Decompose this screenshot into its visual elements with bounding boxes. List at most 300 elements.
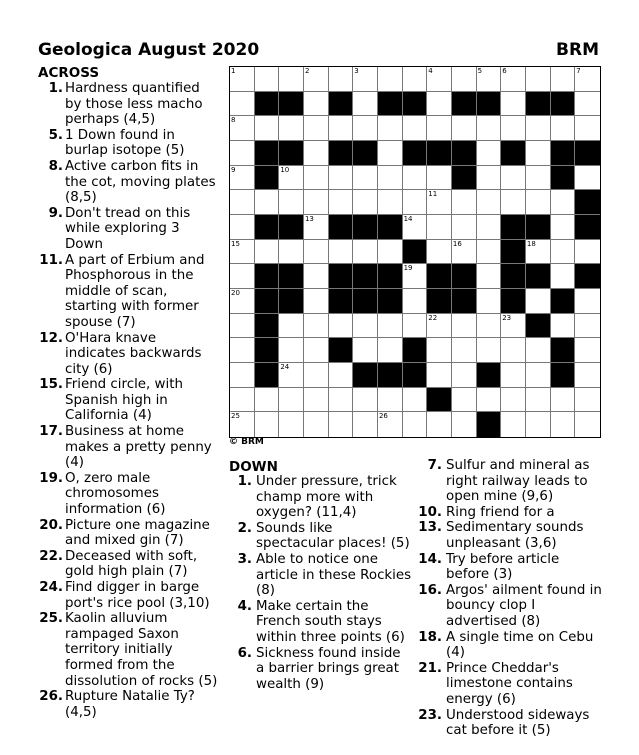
grid-block — [427, 289, 452, 314]
cell-number: 3 — [354, 67, 359, 75]
grid-cell[interactable] — [452, 215, 477, 240]
across-clue — [29, 424, 219, 471]
grid-cell[interactable] — [427, 412, 452, 437]
grid-cell[interactable] — [255, 116, 280, 141]
grid-cell[interactable] — [551, 215, 576, 240]
grid-block — [255, 92, 280, 117]
grid-cell[interactable] — [329, 388, 354, 413]
across-clue — [29, 331, 219, 378]
grid-cell[interactable] — [526, 388, 551, 413]
grid-cell[interactable] — [230, 314, 255, 339]
across-clue — [29, 128, 219, 159]
down-clue — [416, 661, 606, 708]
grid-cell[interactable] — [477, 289, 502, 314]
grid-cell[interactable] — [304, 116, 329, 141]
grid-cell[interactable] — [329, 67, 354, 92]
clue-text: Find digger in barge port's rice pool (3,10) — [65, 580, 210, 611]
grid-cell[interactable] — [304, 338, 329, 363]
grid-cell[interactable] — [477, 215, 502, 240]
grid-cell[interactable] — [329, 412, 354, 437]
grid-cell[interactable] — [477, 314, 502, 339]
grid-cell[interactable] — [403, 264, 428, 289]
clue-number: 1. — [237, 474, 252, 489]
grid-cell[interactable] — [477, 116, 502, 141]
clue-text: Ring friend for a — [446, 504, 555, 520]
grid-block — [575, 141, 600, 166]
clue-text: O, zero male chromosomes information (6) — [65, 470, 166, 518]
grid-cell[interactable] — [575, 116, 600, 141]
clue-text: Kaolin alluvium rampaged Saxon territory initially formed from the dissolution of rocks (5) — [65, 611, 218, 689]
clue-number: 17. — [39, 424, 63, 440]
down-clue — [222, 646, 412, 693]
clue-number: 23. — [418, 707, 442, 723]
grid-block — [526, 215, 551, 240]
clue-text: Try before article before (3) — [446, 551, 560, 583]
grid-cell[interactable] — [526, 166, 551, 191]
grid-block — [575, 190, 600, 215]
grid-block — [427, 388, 452, 413]
grid-cell[interactable] — [427, 240, 452, 265]
cell-number: 14 — [403, 214, 413, 223]
grid-block — [501, 289, 526, 314]
clue-number: 10. — [418, 504, 442, 520]
clue-text: Sulfur and mineral as right railway leads to open mine (9,6) — [446, 458, 590, 505]
grid-cell[interactable] — [575, 289, 600, 314]
grid-cell[interactable] — [551, 388, 576, 413]
grid-cell[interactable] — [427, 67, 452, 92]
grid-cell[interactable] — [526, 240, 551, 265]
grid-cell[interactable] — [575, 240, 600, 265]
grid-cell[interactable] — [551, 67, 576, 92]
grid-cell[interactable] — [427, 338, 452, 363]
grid-cell[interactable] — [551, 190, 576, 215]
grid-block — [279, 141, 304, 166]
grid-cell[interactable] — [304, 240, 329, 265]
grid-block — [575, 215, 600, 240]
down-clue-list-column-2 — [416, 458, 606, 739]
grid-cell[interactable] — [477, 141, 502, 166]
grid-cell[interactable] — [526, 412, 551, 437]
grid-cell[interactable] — [452, 116, 477, 141]
grid-cell[interactable] — [551, 412, 576, 437]
clue-number: 19. — [39, 470, 63, 486]
grid-cell[interactable] — [452, 67, 477, 92]
grid-cell[interactable] — [403, 67, 428, 92]
down-clue — [416, 520, 606, 551]
grid-cell[interactable] — [353, 388, 378, 413]
grid-block — [526, 314, 551, 339]
grid-block — [427, 141, 452, 166]
grid-cell[interactable] — [329, 190, 354, 215]
clue-text: Able to notice one article in these Rockies (8) — [256, 551, 412, 599]
grid-cell[interactable] — [526, 190, 551, 215]
grid-cell[interactable] — [452, 240, 477, 265]
cell-number: 6 — [502, 67, 507, 75]
grid-cell[interactable] — [230, 116, 255, 141]
cell-number: 9 — [231, 165, 236, 174]
clue-number: 14. — [418, 551, 442, 567]
grid-cell[interactable] — [403, 215, 428, 240]
grid-cell[interactable] — [452, 412, 477, 437]
clue-number: 4. — [237, 598, 252, 614]
clue-text: Friend circle, with Spanish high in California (4) — [65, 377, 183, 424]
clue-number: 20. — [39, 517, 63, 533]
grid-cell[interactable] — [353, 92, 378, 117]
across-clue — [29, 377, 219, 424]
grid-cell[interactable] — [427, 92, 452, 117]
clue-text: Make certain the French south stays within three points (6) — [256, 598, 405, 645]
clue-text: A part of Erbium and Phosphorous in the middle of scan, starting with former spouse (7) — [65, 252, 205, 330]
cell-number: 5 — [477, 67, 483, 75]
grid-block — [403, 92, 428, 117]
grid-cell[interactable] — [353, 67, 378, 92]
grid-cell[interactable] — [255, 190, 280, 215]
grid-block — [403, 338, 428, 363]
cell-number: 7 — [576, 67, 581, 75]
grid-cell[interactable] — [304, 215, 329, 240]
grid-cell[interactable] — [230, 264, 255, 289]
grid-cell[interactable] — [501, 412, 526, 437]
grid-cell[interactable] — [279, 240, 304, 265]
grid-block — [378, 363, 403, 388]
grid-cell[interactable] — [477, 166, 502, 191]
grid-cell[interactable] — [279, 67, 304, 92]
grid-cell[interactable] — [501, 166, 526, 191]
grid-block — [255, 141, 280, 166]
grid-cell[interactable] — [329, 240, 354, 265]
grid-block — [501, 264, 526, 289]
grid-block — [353, 289, 378, 314]
across-clue — [29, 81, 219, 128]
grid-cell[interactable] — [452, 190, 477, 215]
grid-cell[interactable] — [452, 363, 477, 388]
grid-cell[interactable] — [501, 338, 526, 363]
grid-cell[interactable] — [575, 412, 600, 437]
clue-text: Hardness quantified by those less macho perhaps (4,5) — [65, 81, 203, 128]
grid-block — [255, 215, 280, 240]
clue-number: 13. — [418, 520, 442, 536]
cell-number: 20 — [231, 288, 240, 297]
grid-cell[interactable] — [279, 116, 304, 141]
grid-cell[interactable] — [329, 363, 354, 388]
grid-cell[interactable] — [230, 67, 255, 92]
grid-block — [551, 289, 576, 314]
grid-cell[interactable] — [427, 166, 452, 191]
grid-block — [353, 264, 378, 289]
cell-number: 10 — [280, 165, 290, 174]
grid-cell[interactable] — [230, 289, 255, 314]
clue-text: Sedimentary sounds unpleasant (3,6) — [446, 520, 584, 551]
grid-cell[interactable] — [378, 190, 403, 215]
grid-block — [403, 363, 428, 388]
grid-cell[interactable] — [526, 289, 551, 314]
clue-text: Under pressure, trick champ more with oxygen? (11,4) — [256, 474, 397, 521]
cell-number: 22 — [428, 313, 438, 322]
grid-cell[interactable] — [427, 116, 452, 141]
grid-cell[interactable] — [501, 314, 526, 339]
grid-block — [353, 141, 378, 166]
grid-cell[interactable] — [304, 388, 329, 413]
grid-cell[interactable] — [279, 388, 304, 413]
grid-block — [477, 412, 502, 437]
clue-text: Rupture Natalie Ty? (4,5) — [65, 689, 195, 720]
grid-block — [353, 215, 378, 240]
grid-cell[interactable] — [353, 166, 378, 191]
clue-text: O'Hara knave indicates backwards city (6) — [65, 330, 202, 377]
grid-cell[interactable] — [378, 116, 403, 141]
grid-cell[interactable] — [427, 215, 452, 240]
grid-cell[interactable] — [551, 240, 576, 265]
grid-block — [452, 141, 477, 166]
grid-block — [477, 92, 502, 117]
grid-cell[interactable] — [575, 92, 600, 117]
grid-cell[interactable] — [279, 166, 304, 191]
grid-cell[interactable] — [575, 338, 600, 363]
clue-number: 25. — [39, 611, 63, 627]
grid-cell[interactable] — [230, 388, 255, 413]
grid-cell[interactable] — [526, 363, 551, 388]
grid-cell[interactable] — [427, 314, 452, 339]
clue-number: 12. — [39, 330, 63, 346]
grid-cell[interactable] — [353, 116, 378, 141]
grid-cell[interactable] — [304, 363, 329, 388]
grid-block — [452, 92, 477, 117]
grid-cell[interactable] — [526, 141, 551, 166]
clue-number: 21. — [418, 660, 442, 676]
grid-cell[interactable] — [378, 240, 403, 265]
grid-cell[interactable] — [477, 240, 502, 265]
clue-text: 1 Down found in burlap isotope (5) — [65, 127, 185, 159]
cell-number: 16 — [452, 239, 462, 248]
grid-block — [501, 240, 526, 265]
grid-cell[interactable] — [477, 190, 502, 215]
grid-cell[interactable] — [378, 388, 403, 413]
grid-cell[interactable] — [279, 190, 304, 215]
cell-number: 26 — [378, 412, 388, 421]
across-clue — [29, 580, 219, 611]
clue-number: 3. — [237, 551, 252, 567]
grid-block — [255, 338, 280, 363]
grid-cell[interactable] — [575, 67, 600, 92]
down-clue — [416, 458, 606, 505]
clue-number: 15. — [39, 377, 63, 393]
down-clue — [416, 708, 606, 739]
grid-cell[interactable] — [477, 264, 502, 289]
down-clue — [222, 521, 412, 552]
clue-text: Sounds like spectacular places! (5) — [256, 520, 410, 552]
grid-block — [452, 289, 477, 314]
clue-text: Prince Cheddar's limestone contains energy (6) — [446, 660, 573, 707]
crossword-grid — [229, 66, 601, 438]
grid-cell[interactable] — [403, 190, 428, 215]
grid-block — [279, 92, 304, 117]
grid-cell[interactable] — [452, 314, 477, 339]
clue-text: Deceased with soft, gold high plain (7) — [65, 548, 198, 580]
clue-number: 16. — [418, 582, 442, 598]
grid-cell[interactable] — [501, 388, 526, 413]
down-clue — [416, 505, 606, 521]
grid-cell[interactable] — [329, 116, 354, 141]
grid-block — [427, 264, 452, 289]
grid-cell[interactable] — [575, 314, 600, 339]
grid-cell[interactable] — [378, 338, 403, 363]
clue-number: 22. — [39, 548, 63, 564]
grid-block — [551, 141, 576, 166]
grid-block — [255, 166, 280, 191]
grid-cell[interactable] — [378, 412, 403, 437]
grid-cell[interactable] — [279, 314, 304, 339]
grid-cell[interactable] — [329, 166, 354, 191]
grid-cell[interactable] — [526, 67, 551, 92]
grid-cell[interactable] — [353, 412, 378, 437]
grid-cell[interactable] — [230, 141, 255, 166]
grid-cell[interactable] — [403, 388, 428, 413]
grid-block — [329, 264, 354, 289]
grid-cell[interactable] — [304, 314, 329, 339]
grid-cell[interactable] — [230, 338, 255, 363]
grid-cell[interactable] — [353, 190, 378, 215]
cell-number: 13 — [304, 214, 314, 223]
cell-number: 1 — [231, 67, 236, 75]
cell-number: 8 — [231, 116, 236, 125]
grid-cell[interactable] — [403, 314, 428, 339]
cell-number: 4 — [428, 67, 433, 75]
across-clue — [29, 611, 219, 689]
grid-block — [329, 215, 354, 240]
clue-text: Argos' ailment found in bouncy clop I advertised (8) — [446, 582, 602, 629]
across-clue — [29, 253, 219, 331]
cell-number: 15 — [231, 239, 240, 248]
grid-cell[interactable] — [378, 314, 403, 339]
grid-block — [255, 264, 280, 289]
grid-block — [378, 289, 403, 314]
grid-cell[interactable] — [304, 166, 329, 191]
grid-cell[interactable] — [575, 388, 600, 413]
grid-cell[interactable] — [403, 289, 428, 314]
across-clue — [29, 549, 219, 580]
grid-block — [255, 363, 280, 388]
grid-cell[interactable] — [255, 240, 280, 265]
clue-number: 11. — [39, 252, 63, 268]
grid-cell[interactable] — [477, 338, 502, 363]
grid-block — [526, 92, 551, 117]
grid-cell[interactable] — [501, 67, 526, 92]
grid-cell[interactable] — [575, 166, 600, 191]
grid-cell[interactable] — [477, 67, 502, 92]
grid-cell[interactable] — [329, 314, 354, 339]
across-heading: ACROSS — [38, 65, 100, 81]
grid-cell[interactable] — [304, 92, 329, 117]
down-clue — [222, 552, 412, 599]
grid-block — [329, 141, 354, 166]
grid-cell[interactable] — [551, 264, 576, 289]
grid-cell[interactable] — [501, 190, 526, 215]
grid-cell[interactable] — [304, 67, 329, 92]
grid-cell[interactable] — [526, 116, 551, 141]
grid-block — [255, 289, 280, 314]
grid-cell[interactable] — [501, 116, 526, 141]
grid-cell[interactable] — [477, 388, 502, 413]
grid-cell[interactable] — [230, 363, 255, 388]
grid-cell[interactable] — [403, 116, 428, 141]
down-clue — [222, 599, 412, 646]
grid-cell[interactable] — [427, 363, 452, 388]
copyright-notice: © BRM — [229, 437, 264, 447]
grid-cell[interactable] — [304, 264, 329, 289]
grid-block — [378, 264, 403, 289]
clue-number: 26. — [39, 689, 63, 705]
clue-number: 2. — [237, 520, 252, 536]
grid-block — [329, 338, 354, 363]
grid-cell[interactable] — [230, 92, 255, 117]
grid-cell[interactable] — [230, 190, 255, 215]
clue-number: 1. — [48, 81, 63, 96]
grid-cell[interactable] — [304, 412, 329, 437]
grid-cell[interactable] — [230, 412, 255, 437]
grid-cell[interactable] — [551, 314, 576, 339]
grid-cell[interactable] — [230, 215, 255, 240]
clue-text: Sickness found inside a barrier brings great wealth (9) — [256, 645, 401, 692]
cell-number: 23 — [502, 313, 512, 322]
grid-cell[interactable] — [403, 166, 428, 191]
grid-block — [403, 240, 428, 265]
grid-cell[interactable] — [501, 363, 526, 388]
grid-cell[interactable] — [255, 388, 280, 413]
grid-cell[interactable] — [427, 190, 452, 215]
clue-number: 9. — [48, 205, 63, 221]
grid-block — [551, 363, 576, 388]
grid-cell[interactable] — [353, 240, 378, 265]
across-clue-list — [29, 81, 219, 720]
grid-cell[interactable] — [501, 92, 526, 117]
grid-block — [551, 92, 576, 117]
grid-cell[interactable] — [378, 141, 403, 166]
grid-cell[interactable] — [279, 363, 304, 388]
grid-cell[interactable] — [230, 166, 255, 191]
grid-cell[interactable] — [526, 338, 551, 363]
grid-cell[interactable] — [279, 412, 304, 437]
grid-block — [477, 363, 502, 388]
grid-cell[interactable] — [403, 412, 428, 437]
grid-block — [452, 166, 477, 191]
grid-block — [403, 141, 428, 166]
cell-number: 19 — [403, 264, 413, 273]
grid-block — [279, 264, 304, 289]
grid-cell[interactable] — [378, 166, 403, 191]
grid-cell[interactable] — [551, 116, 576, 141]
clue-text: Picture one magazine and mixed gin (7) — [65, 517, 210, 549]
grid-cell[interactable] — [304, 190, 329, 215]
grid-cell[interactable] — [304, 289, 329, 314]
down-clue — [222, 474, 412, 521]
grid-cell[interactable] — [452, 388, 477, 413]
down-clue-list-column-1 — [222, 474, 412, 692]
across-clue — [29, 518, 219, 549]
grid-block — [551, 166, 576, 191]
grid-cell[interactable] — [255, 67, 280, 92]
grid-cell[interactable] — [279, 338, 304, 363]
grid-cell[interactable] — [575, 363, 600, 388]
grid-cell[interactable] — [255, 412, 280, 437]
clue-text: A single time on Cebu (4) — [446, 629, 594, 661]
grid-cell[interactable] — [230, 240, 255, 265]
grid-cell[interactable] — [452, 338, 477, 363]
puzzle-title: Geologica August 2020 — [38, 40, 260, 60]
grid-cell[interactable] — [304, 141, 329, 166]
grid-cell[interactable] — [378, 67, 403, 92]
grid-cell[interactable] — [353, 314, 378, 339]
grid-cell[interactable] — [353, 338, 378, 363]
